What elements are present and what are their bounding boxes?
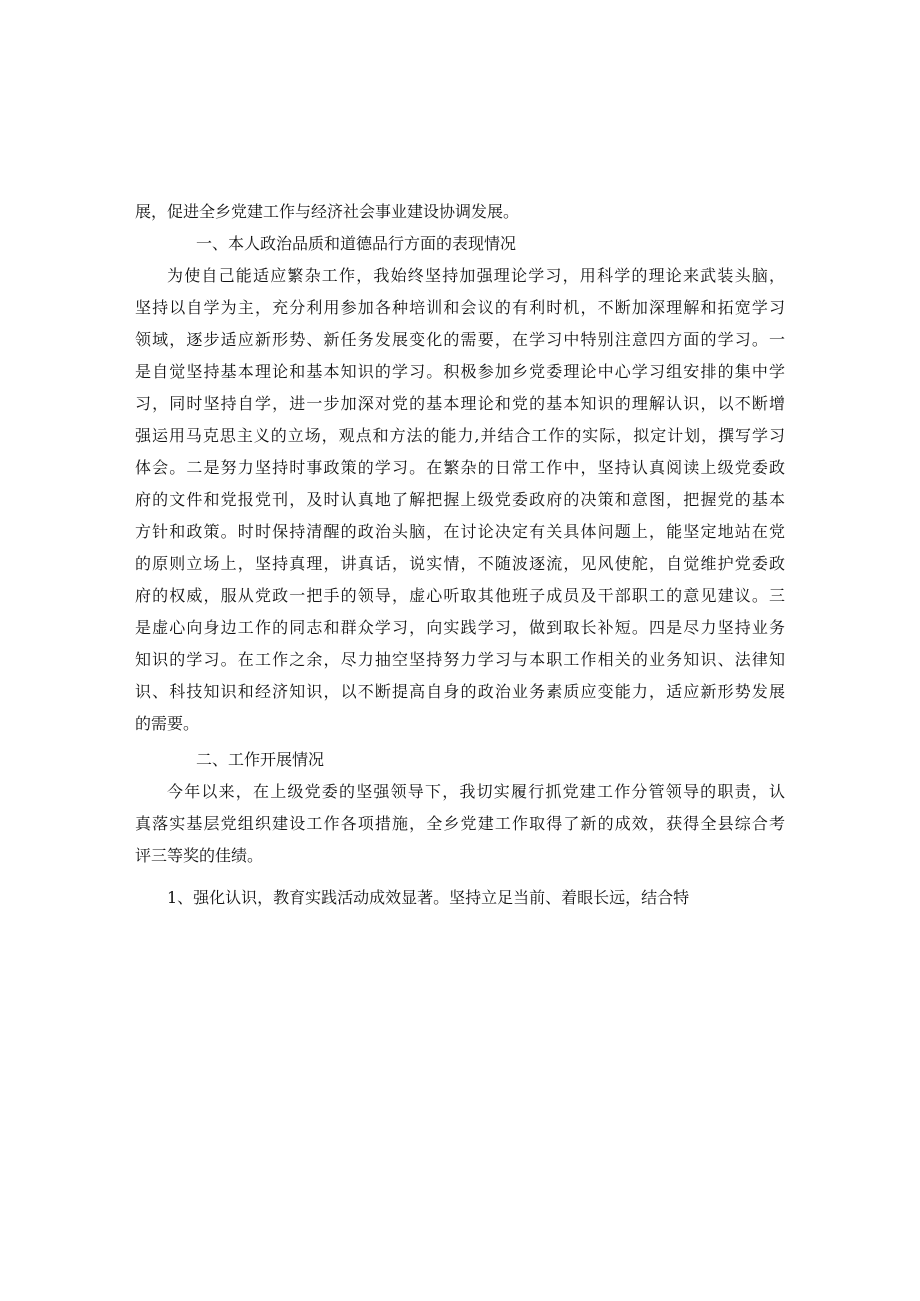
section1-paragraph: [135, 260, 785, 740]
paragraph-line: 知识的学习。在工作之余，尽力抽空坚持努力学习与本职工作相关的业务知识、法律知: [135, 650, 785, 669]
paragraph-line: 习，同时坚持自学，进一步加深对党的基本理论和党的基本知识的理解认识，以不断增: [135, 394, 785, 413]
paragraph-line: 方针和政策。时时保持清醒的政治头脑，在讨论决定有关具体问题上，能坚定地站在党: [135, 522, 785, 541]
spacer: [135, 872, 785, 882]
document-body: [135, 196, 785, 914]
paragraph-line: 为使自己能适应繁杂工作，我始终坚持加强理论学习，用科学的理论来武装头脑，: [167, 266, 785, 285]
paragraph-line: 府的文件和党报党刊，及时认真地了解把握上级党委政府的决策和意图，把握党的基本: [135, 490, 785, 509]
paragraph-line: 坚持以自学为主，充分利用参加各种培训和会议的有利时机，不断加深理解和拓宽学习: [135, 298, 785, 317]
paragraph-line: 评三等奖的佳绩。: [135, 846, 264, 865]
paragraph-line: 识、科技知识和经济知识，以不断提高自身的政治业务素质应变能力，适应新形势发展: [135, 682, 785, 701]
paragraph-line: 是自觉坚持基本理论和基本知识的学习。积极参加乡党委理论中心学习组安排的集中学: [135, 362, 785, 381]
paragraph-line: 领域，逐步适应新形势、新任务发展变化的需要，在学习中特别注意四方面的学习。一: [135, 330, 785, 349]
section2-paragraph: [135, 776, 785, 872]
section2-item1-line: 1、强化认识，教育实践活动成效显著。坚持立足当前、着眼长远，结合特: [167, 888, 690, 907]
paragraph-line: 真落实基层党组织建设工作各项措施，全乡党建工作取得了新的成效，获得全县综合考: [135, 814, 785, 833]
paragraph-line: 体会。二是努力坚持时事政策的学习。在繁杂的日常工作中，坚持认真阅读上级党委政: [135, 458, 785, 477]
paragraph-line: 强运用马克思主义的立场，观点和方法的能力,并结合工作的实际，拟定计划，撰写学习: [135, 426, 785, 445]
opening-tail-line: 展，促进全乡党建工作与经济社会事业建设协调发展。: [135, 202, 520, 221]
paragraph-line: 府的权威，服从党政一把手的领导，虚心听取其他班子成员及干部职工的意见建议。三: [135, 586, 785, 605]
paragraph-line: 的需要。: [135, 714, 200, 733]
paragraph-line: 的原则立场上，坚持真理，讲真话，说实情，不随波逐流，见风使舵，自觉维护党委政: [135, 554, 785, 573]
section2-heading: 二、工作开展情况: [196, 750, 325, 769]
paragraph-line: 是虚心向身边工作的同志和群众学习，向实践学习，做到取长补短。四是尽力坚持业务: [135, 618, 785, 637]
paragraph-line: 今年以来，在上级党委的坚强领导下，我切实履行抓党建工作分管领导的职责，认: [167, 782, 785, 801]
section1-heading: 一、本人政治品质和道德品行方面的表现情况: [196, 234, 517, 253]
